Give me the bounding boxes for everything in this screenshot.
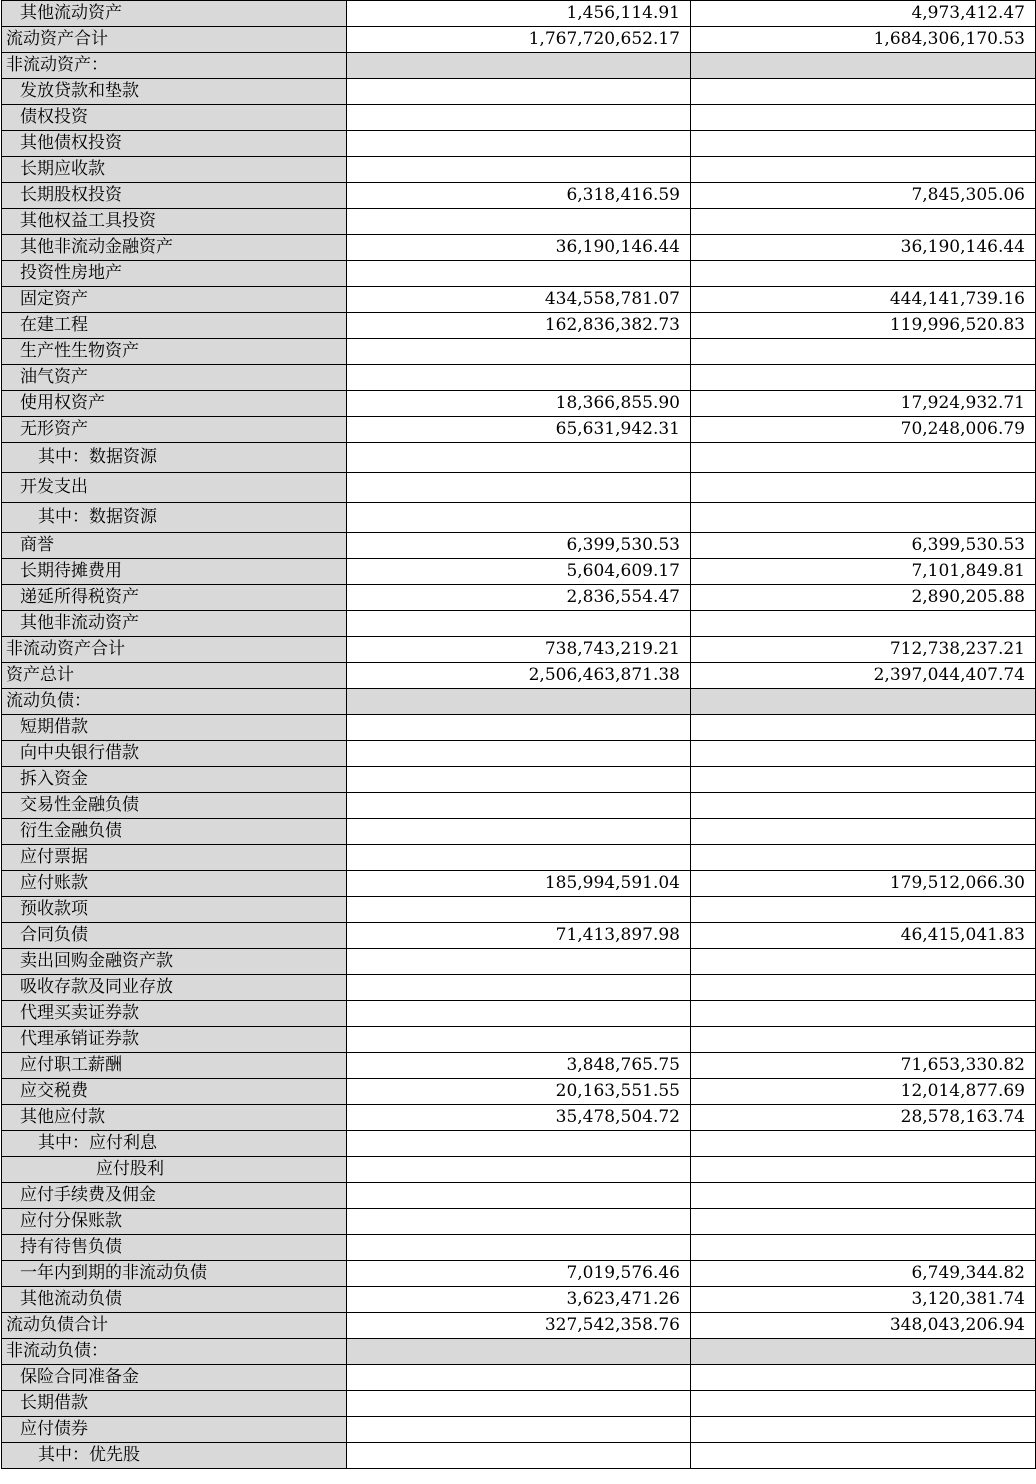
row-label: 其他应付款: [2, 1105, 347, 1131]
row-label: 其他非流动金融资产: [2, 235, 347, 261]
row-label: 长期股权投资: [2, 183, 347, 209]
table-row: [2, 845, 1036, 871]
current-period-value: [347, 793, 691, 819]
current-period-value: 18,366,855.90: [347, 391, 691, 417]
current-period-value: 3,623,471.26: [347, 1287, 691, 1313]
row-label: 油气资产: [2, 365, 347, 391]
table-row: [2, 53, 1036, 79]
current-period-value: 20,163,551.55: [347, 1079, 691, 1105]
table-row: [2, 27, 1036, 53]
row-label: 其他流动负债: [2, 1287, 347, 1313]
table-row: [2, 1235, 1036, 1261]
table-row: [2, 1261, 1036, 1287]
current-period-value: [347, 611, 691, 637]
row-label: 长期借款: [2, 1391, 347, 1417]
row-label: 预收款项: [2, 897, 347, 923]
previous-period-value: 348,043,206.94: [691, 1313, 1036, 1339]
table-row: [2, 131, 1036, 157]
previous-period-value: 1,684,306,170.53: [691, 27, 1036, 53]
balance-sheet-table: [1, 0, 1036, 1469]
table-row: [2, 1131, 1036, 1157]
row-label: 拆入资金: [2, 767, 347, 793]
current-period-value: [347, 79, 691, 105]
previous-period-value: [691, 949, 1036, 975]
row-label: 其他债权投资: [2, 131, 347, 157]
previous-period-value: 119,996,520.83: [691, 313, 1036, 339]
table-row: [2, 1157, 1036, 1183]
row-label: 非流动负债：: [2, 1339, 347, 1365]
row-label: 持有待售负债: [2, 1235, 347, 1261]
row-label: 代理买卖证券款: [2, 1001, 347, 1027]
table-row: [2, 663, 1036, 689]
previous-period-value: [691, 1417, 1036, 1443]
current-period-value: [347, 1365, 691, 1391]
row-label: 保险合同准备金: [2, 1365, 347, 1391]
row-label: 非流动资产：: [2, 53, 347, 79]
previous-period-value: [691, 897, 1036, 923]
table-row: [2, 1209, 1036, 1235]
row-label: 生产性生物资产: [2, 339, 347, 365]
row-label: 流动负债：: [2, 689, 347, 715]
current-period-value: [347, 209, 691, 235]
current-period-value: [347, 897, 691, 923]
previous-period-value: [691, 1443, 1036, 1469]
table-row: [2, 741, 1036, 767]
previous-period-value: 2,890,205.88: [691, 585, 1036, 611]
current-period-value: [347, 767, 691, 793]
previous-period-value: [691, 53, 1036, 79]
previous-period-value: [691, 689, 1036, 715]
current-period-value: [347, 1027, 691, 1053]
previous-period-value: [691, 819, 1036, 845]
row-label: 其中：数据资源: [2, 503, 347, 533]
table-row: [2, 1391, 1036, 1417]
previous-period-value: 2,397,044,407.74: [691, 663, 1036, 689]
row-label: 应付账款: [2, 871, 347, 897]
previous-period-value: 46,415,041.83: [691, 923, 1036, 949]
table-row: [2, 261, 1036, 287]
previous-period-value: 4,973,412.47: [691, 1, 1036, 27]
table-row: [2, 897, 1036, 923]
table-row: [2, 235, 1036, 261]
current-period-value: [347, 949, 691, 975]
current-period-value: [347, 819, 691, 845]
previous-period-value: 17,924,932.71: [691, 391, 1036, 417]
current-period-value: [347, 261, 691, 287]
row-label: 代理承销证券款: [2, 1027, 347, 1053]
previous-period-value: 71,653,330.82: [691, 1053, 1036, 1079]
table-row: [2, 1027, 1036, 1053]
current-period-value: [347, 715, 691, 741]
current-period-value: [347, 473, 691, 503]
table-row: [2, 503, 1036, 533]
table-row: [2, 793, 1036, 819]
current-period-value: [347, 1391, 691, 1417]
current-period-value: 162,836,382.73: [347, 313, 691, 339]
table-row: [2, 1365, 1036, 1391]
table-row: [2, 715, 1036, 741]
current-period-value: 5,604,609.17: [347, 559, 691, 585]
row-label: 其中：应付利息: [2, 1131, 347, 1157]
table-row: [2, 1001, 1036, 1027]
row-label: 在建工程: [2, 313, 347, 339]
current-period-value: [347, 503, 691, 533]
previous-period-value: 6,749,344.82: [691, 1261, 1036, 1287]
previous-period-value: [691, 365, 1036, 391]
previous-period-value: [691, 1001, 1036, 1027]
table-row: [2, 79, 1036, 105]
table-row: [2, 533, 1036, 559]
table-row: [2, 1105, 1036, 1131]
previous-period-value: [691, 209, 1036, 235]
current-period-value: 327,542,358.76: [347, 1313, 691, 1339]
previous-period-value: [691, 715, 1036, 741]
current-period-value: [347, 975, 691, 1001]
table-row: [2, 975, 1036, 1001]
previous-period-value: [691, 339, 1036, 365]
previous-period-value: [691, 793, 1036, 819]
previous-period-value: [691, 503, 1036, 533]
table-row: [2, 365, 1036, 391]
row-label: 非流动资产合计: [2, 637, 347, 663]
current-period-value: 185,994,591.04: [347, 871, 691, 897]
current-period-value: [347, 1235, 691, 1261]
table-row: [2, 391, 1036, 417]
current-period-value: [347, 741, 691, 767]
previous-period-value: [691, 105, 1036, 131]
row-label: 应付债券: [2, 1417, 347, 1443]
current-period-value: [347, 1339, 691, 1365]
row-label: 应付股利: [2, 1157, 347, 1183]
row-label: 吸收存款及同业存放: [2, 975, 347, 1001]
previous-period-value: 3,120,381.74: [691, 1287, 1036, 1313]
previous-period-value: [691, 845, 1036, 871]
previous-period-value: [691, 1209, 1036, 1235]
current-period-value: 6,318,416.59: [347, 183, 691, 209]
previous-period-value: 7,845,305.06: [691, 183, 1036, 209]
current-period-value: [347, 131, 691, 157]
table-row: [2, 287, 1036, 313]
table-row: [2, 443, 1036, 473]
previous-period-value: 179,512,066.30: [691, 871, 1036, 897]
table-row: [2, 1339, 1036, 1365]
previous-period-value: [691, 1027, 1036, 1053]
table-row: [2, 819, 1036, 845]
table-row: [2, 637, 1036, 663]
current-period-value: [347, 1183, 691, 1209]
table-row: [2, 339, 1036, 365]
row-label: 应交税费: [2, 1079, 347, 1105]
previous-period-value: [691, 131, 1036, 157]
current-period-value: [347, 845, 691, 871]
previous-period-value: [691, 473, 1036, 503]
current-period-value: [347, 339, 691, 365]
previous-period-value: [691, 261, 1036, 287]
previous-period-value: 712,738,237.21: [691, 637, 1036, 663]
row-label: 资产总计: [2, 663, 347, 689]
balance-sheet-body: [2, 1, 1036, 1469]
current-period-value: [347, 1131, 691, 1157]
current-period-value: [347, 1157, 691, 1183]
row-label: 债权投资: [2, 105, 347, 131]
row-label: 交易性金融负债: [2, 793, 347, 819]
current-period-value: [347, 105, 691, 131]
previous-period-value: 28,578,163.74: [691, 1105, 1036, 1131]
previous-period-value: [691, 1339, 1036, 1365]
row-label: 向中央银行借款: [2, 741, 347, 767]
current-period-value: 2,506,463,871.38: [347, 663, 691, 689]
row-label: 开发支出: [2, 473, 347, 503]
current-period-value: 6,399,530.53: [347, 533, 691, 559]
row-label: 商誉: [2, 533, 347, 559]
previous-period-value: [691, 1157, 1036, 1183]
row-label: 衍生金融负债: [2, 819, 347, 845]
previous-period-value: 70,248,006.79: [691, 417, 1036, 443]
current-period-value: 35,478,504.72: [347, 1105, 691, 1131]
previous-period-value: [691, 1391, 1036, 1417]
current-period-value: [347, 443, 691, 473]
previous-period-value: [691, 79, 1036, 105]
table-row: [2, 559, 1036, 585]
current-period-value: [347, 689, 691, 715]
previous-period-value: [691, 1365, 1036, 1391]
table-row: [2, 1, 1036, 27]
current-period-value: [347, 1209, 691, 1235]
table-row: [2, 871, 1036, 897]
row-label: 合同负债: [2, 923, 347, 949]
row-label: 其中：数据资源: [2, 443, 347, 473]
previous-period-value: [691, 611, 1036, 637]
row-label: 使用权资产: [2, 391, 347, 417]
previous-period-value: 36,190,146.44: [691, 235, 1036, 261]
table-row: [2, 313, 1036, 339]
previous-period-value: 12,014,877.69: [691, 1079, 1036, 1105]
previous-period-value: [691, 1183, 1036, 1209]
row-label: 短期借款: [2, 715, 347, 741]
current-period-value: 434,558,781.07: [347, 287, 691, 313]
table-row: [2, 1313, 1036, 1339]
current-period-value: [347, 157, 691, 183]
table-row: [2, 183, 1036, 209]
current-period-value: [347, 1417, 691, 1443]
row-label: 一年内到期的非流动负债: [2, 1261, 347, 1287]
row-label: 应付手续费及佣金: [2, 1183, 347, 1209]
previous-period-value: [691, 157, 1036, 183]
table-row: [2, 949, 1036, 975]
row-label: 长期应收款: [2, 157, 347, 183]
row-label: 应付票据: [2, 845, 347, 871]
table-row: [2, 157, 1036, 183]
row-label: 其他非流动资产: [2, 611, 347, 637]
row-label: 发放贷款和垫款: [2, 79, 347, 105]
row-label: 固定资产: [2, 287, 347, 313]
table-row: [2, 473, 1036, 503]
previous-period-value: [691, 1131, 1036, 1157]
row-label: 其他权益工具投资: [2, 209, 347, 235]
current-period-value: 65,631,942.31: [347, 417, 691, 443]
previous-period-value: [691, 767, 1036, 793]
table-row: [2, 1079, 1036, 1105]
table-row: [2, 1287, 1036, 1313]
previous-period-value: [691, 975, 1036, 1001]
table-row: [2, 1443, 1036, 1469]
current-period-value: 36,190,146.44: [347, 235, 691, 261]
row-label: 流动负债合计: [2, 1313, 347, 1339]
row-label: 卖出回购金融资产款: [2, 949, 347, 975]
table-row: [2, 585, 1036, 611]
table-row: [2, 417, 1036, 443]
table-row: [2, 611, 1036, 637]
table-row: [2, 1417, 1036, 1443]
previous-period-value: [691, 1235, 1036, 1261]
row-label: 其中：优先股: [2, 1443, 347, 1469]
current-period-value: [347, 1443, 691, 1469]
current-period-value: [347, 53, 691, 79]
current-period-value: 3,848,765.75: [347, 1053, 691, 1079]
row-label: 应付职工薪酬: [2, 1053, 347, 1079]
previous-period-value: 6,399,530.53: [691, 533, 1036, 559]
current-period-value: 2,836,554.47: [347, 585, 691, 611]
row-label: 递延所得税资产: [2, 585, 347, 611]
row-label: 应付分保账款: [2, 1209, 347, 1235]
current-period-value: 738,743,219.21: [347, 637, 691, 663]
row-label: 无形资产: [2, 417, 347, 443]
previous-period-value: [691, 741, 1036, 767]
table-row: [2, 105, 1036, 131]
previous-period-value: 444,141,739.16: [691, 287, 1036, 313]
current-period-value: [347, 1001, 691, 1027]
table-row: [2, 1183, 1036, 1209]
table-row: [2, 209, 1036, 235]
current-period-value: 71,413,897.98: [347, 923, 691, 949]
row-label: 其他流动资产: [2, 1, 347, 27]
previous-period-value: 7,101,849.81: [691, 559, 1036, 585]
row-label: 长期待摊费用: [2, 559, 347, 585]
table-row: [2, 923, 1036, 949]
row-label: 流动资产合计: [2, 27, 347, 53]
table-row: [2, 767, 1036, 793]
row-label: 投资性房地产: [2, 261, 347, 287]
table-row: [2, 1053, 1036, 1079]
current-period-value: 1,456,114.91: [347, 1, 691, 27]
previous-period-value: [691, 443, 1036, 473]
current-period-value: 7,019,576.46: [347, 1261, 691, 1287]
current-period-value: [347, 365, 691, 391]
current-period-value: 1,767,720,652.17: [347, 27, 691, 53]
table-row: [2, 689, 1036, 715]
